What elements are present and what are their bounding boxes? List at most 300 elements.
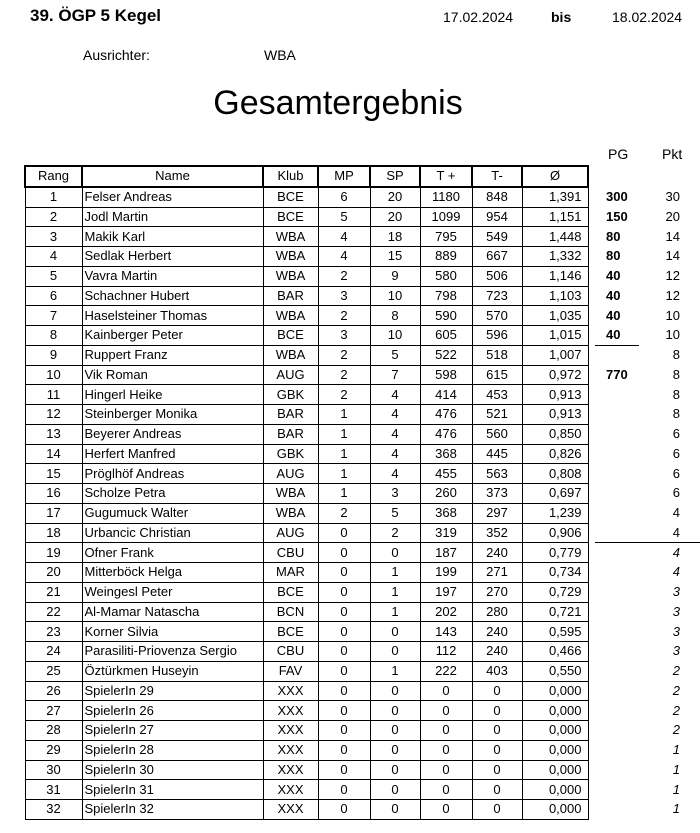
cell-rang: 32	[25, 800, 82, 820]
cell-klub: BCE	[263, 207, 318, 227]
cell-mp: 0	[318, 523, 370, 543]
cell-mp: 5	[318, 207, 370, 227]
cell-rang: 22	[25, 602, 82, 622]
cell-tplus: 1180	[420, 187, 472, 207]
separator-line-top8	[595, 345, 639, 346]
cell-avg: 0,697	[522, 484, 588, 504]
cell-rang: 10	[25, 365, 82, 385]
table-row	[25, 563, 588, 583]
pkt-value: 6	[672, 426, 680, 441]
cell-sp: 9	[370, 266, 420, 286]
pkt-value: 6	[672, 485, 680, 501]
cell-avg: 1,015	[522, 326, 588, 346]
cell-tplus: 199	[420, 563, 472, 583]
cell-name: Parasiliti-Priovenza Sergio	[82, 642, 263, 662]
cell-tplus: 187	[420, 543, 472, 563]
cell-klub: FAV	[263, 661, 318, 681]
cell-sp: 1	[370, 582, 420, 602]
cell-sp: 0	[370, 800, 420, 820]
pg-value: 150	[606, 208, 628, 224]
pkt-value: 10	[665, 327, 680, 343]
pg-value	[606, 345, 628, 365]
cell-name: Hingerl Heike	[82, 385, 263, 405]
cell-sp: 4	[370, 424, 420, 444]
cell-name: Herfert Manfred	[82, 444, 263, 464]
pkt-value: 3	[672, 584, 680, 599]
pkt-column-header: Pkt	[662, 146, 683, 162]
cell-klub: BAR	[263, 405, 318, 425]
cell-klub: BCE	[263, 187, 318, 207]
cell-mp: 1	[318, 464, 370, 484]
cell-tminus: 453	[472, 385, 522, 405]
cell-avg: 0,913	[522, 405, 588, 425]
cell-mp: 0	[318, 661, 370, 681]
cell-tplus: 0	[420, 780, 472, 800]
cell-tminus: 560	[472, 424, 522, 444]
table-row	[25, 543, 588, 563]
cell-avg: 0,595	[522, 622, 588, 642]
cell-rang: 18	[25, 523, 82, 543]
cell-name: SpielerIn 29	[82, 681, 263, 701]
pkt-value: 8	[672, 406, 680, 422]
cell-tminus: 0	[472, 760, 522, 780]
cell-sp: 0	[370, 740, 420, 760]
cell-tplus: 598	[420, 365, 472, 385]
pkt-value: 10	[665, 307, 680, 323]
cell-name: Steinberger Monika	[82, 405, 263, 425]
cell-tplus: 202	[420, 602, 472, 622]
cell-name: Kainberger Peter	[82, 326, 263, 346]
cell-rang: 14	[25, 444, 82, 464]
cell-tplus: 368	[420, 503, 472, 523]
cell-mp: 4	[318, 227, 370, 247]
cell-tplus: 455	[420, 464, 472, 484]
cell-sp: 18	[370, 227, 420, 247]
cell-mp: 2	[318, 306, 370, 326]
cell-klub: CBU	[263, 543, 318, 563]
cell-tminus: 280	[472, 602, 522, 622]
cell-avg: 0,913	[522, 385, 588, 405]
pkt-value: 1	[672, 742, 680, 757]
cell-mp: 0	[318, 681, 370, 701]
cell-tminus: 373	[472, 484, 522, 504]
cell-sp: 5	[370, 503, 420, 523]
cell-name: Ofner Frank	[82, 543, 263, 563]
cell-tminus: 563	[472, 464, 522, 484]
cell-sp: 2	[370, 523, 420, 543]
pg-value: 40	[606, 307, 621, 323]
table-row	[25, 681, 588, 701]
cell-tplus: 414	[420, 385, 472, 405]
cell-klub: WBA	[263, 247, 318, 267]
cell-klub: WBA	[263, 306, 318, 326]
table-row	[25, 602, 588, 622]
cell-tminus: 615	[472, 365, 522, 385]
cell-tminus: 403	[472, 661, 522, 681]
event-title: 39. ÖGP 5 Kegel	[30, 6, 162, 25]
table-row	[25, 247, 588, 267]
results-table	[24, 165, 589, 820]
cell-sp: 0	[370, 780, 420, 800]
cell-tplus: 222	[420, 661, 472, 681]
cell-avg: 0,000	[522, 721, 588, 741]
cell-avg: 0,779	[522, 543, 588, 563]
cell-avg: 1,035	[522, 306, 588, 326]
cell-rang: 21	[25, 582, 82, 602]
cell-avg: 0,850	[522, 424, 588, 444]
cell-avg: 1,448	[522, 227, 588, 247]
cell-name: Korner Silvia	[82, 622, 263, 642]
cell-rang: 7	[25, 306, 82, 326]
table-row	[25, 622, 588, 642]
cell-tplus: 112	[420, 642, 472, 662]
cell-klub: AUG	[263, 523, 318, 543]
table-header-row	[25, 166, 588, 187]
pkt-value: 4	[672, 564, 680, 580]
cell-rang: 12	[25, 405, 82, 425]
cell-rang: 2	[25, 207, 82, 227]
cell-avg: 1,146	[522, 266, 588, 286]
cell-mp: 1	[318, 424, 370, 444]
table-row	[25, 642, 588, 662]
table-row	[25, 582, 588, 602]
cell-tplus: 197	[420, 582, 472, 602]
pkt-value: 1	[672, 761, 680, 777]
cell-name: Al-Mamar Natascha	[82, 602, 263, 622]
cell-sp: 1	[370, 661, 420, 681]
table-row	[25, 721, 588, 741]
pkt-value: 2	[672, 663, 680, 678]
cell-klub: XXX	[263, 780, 318, 800]
cell-sp: 20	[370, 207, 420, 227]
cell-tplus: 0	[420, 760, 472, 780]
col-header-mp: MP	[318, 166, 370, 187]
cell-rang: 24	[25, 642, 82, 662]
table-row	[25, 266, 588, 286]
pkt-value: 2	[672, 722, 680, 738]
cell-mp: 0	[318, 701, 370, 721]
cell-mp: 0	[318, 582, 370, 602]
table-row	[25, 227, 588, 247]
cell-name: Urbancic Christian	[82, 523, 263, 543]
table-row	[25, 661, 588, 681]
table-row	[25, 207, 588, 227]
cell-rang: 6	[25, 286, 82, 306]
cell-mp: 0	[318, 760, 370, 780]
col-header-klub: Klub	[263, 166, 318, 187]
cell-rang: 29	[25, 740, 82, 760]
cell-mp: 3	[318, 326, 370, 346]
cell-klub: GBK	[263, 444, 318, 464]
cell-mp: 1	[318, 405, 370, 425]
cell-tplus: 0	[420, 701, 472, 721]
organizer-label: Ausrichter:	[83, 47, 150, 63]
cell-tplus: 580	[420, 266, 472, 286]
pkt-value: 6	[672, 445, 680, 461]
table-row	[25, 424, 588, 444]
cell-rang: 26	[25, 681, 82, 701]
cell-mp: 4	[318, 247, 370, 267]
cell-tminus: 271	[472, 563, 522, 583]
results-body	[25, 187, 588, 820]
pkt-value: 3	[672, 643, 680, 659]
cell-klub: XXX	[263, 740, 318, 760]
pkt-value: 8	[672, 347, 680, 362]
pkt-value: 8	[672, 386, 680, 402]
page-title: Gesamtergebnis	[213, 84, 463, 122]
pg-value: 40	[606, 287, 621, 303]
cell-name: Felser Andreas	[82, 187, 263, 207]
cell-name: Scholze Petra	[82, 484, 263, 504]
cell-klub: BCE	[263, 622, 318, 642]
cell-mp: 2	[318, 266, 370, 286]
col-header-name: Name	[82, 166, 263, 187]
cell-tminus: 0	[472, 780, 522, 800]
cell-rang: 11	[25, 385, 82, 405]
cell-sp: 0	[370, 681, 420, 701]
cell-rang: 27	[25, 701, 82, 721]
cell-tminus: 240	[472, 642, 522, 662]
pg-value: 40	[606, 268, 621, 283]
cell-mp: 0	[318, 721, 370, 741]
pkt-value: 1	[672, 781, 680, 797]
cell-tplus: 476	[420, 405, 472, 425]
cell-rang: 5	[25, 266, 82, 286]
cell-tplus: 590	[420, 306, 472, 326]
cell-name: SpielerIn 31	[82, 780, 263, 800]
cell-avg: 0,000	[522, 780, 588, 800]
cell-sp: 0	[370, 543, 420, 563]
cell-rang: 13	[25, 424, 82, 444]
cell-sp: 4	[370, 405, 420, 425]
cell-rang: 16	[25, 484, 82, 504]
cell-tminus: 596	[472, 326, 522, 346]
pkt-value: 12	[665, 287, 680, 303]
cell-name: Weingesl Peter	[82, 582, 263, 602]
cell-tplus: 0	[420, 721, 472, 741]
cell-sp: 7	[370, 365, 420, 385]
cell-name: SpielerIn 28	[82, 740, 263, 760]
cell-klub: CBU	[263, 642, 318, 662]
cell-tminus: 667	[472, 247, 522, 267]
cell-avg: 0,000	[522, 760, 588, 780]
cell-klub: MAR	[263, 563, 318, 583]
cell-tminus: 0	[472, 721, 522, 741]
cell-rang: 25	[25, 661, 82, 681]
col-header-tplus: T +	[420, 166, 472, 187]
cell-rang: 15	[25, 464, 82, 484]
table-row	[25, 187, 588, 207]
cell-tplus: 889	[420, 247, 472, 267]
cell-name: Makik Karl	[82, 227, 263, 247]
cell-klub: XXX	[263, 800, 318, 820]
cell-sp: 0	[370, 701, 420, 721]
pg-value: 770	[606, 366, 628, 382]
pkt-value: 30	[665, 189, 680, 204]
table-row	[25, 760, 588, 780]
pkt-value: 12	[665, 268, 680, 283]
cell-name: Jodl Martin	[82, 207, 263, 227]
cell-klub: BCE	[263, 582, 318, 602]
cell-klub: BAR	[263, 424, 318, 444]
pkt-value: 6	[672, 465, 680, 481]
cell-tplus: 143	[420, 622, 472, 642]
table-row	[25, 800, 588, 820]
cell-rang: 20	[25, 563, 82, 583]
cell-sp: 15	[370, 247, 420, 267]
cell-avg: 1,103	[522, 286, 588, 306]
cell-tminus: 352	[472, 523, 522, 543]
pkt-value: 2	[672, 682, 680, 698]
cell-klub: XXX	[263, 721, 318, 741]
cell-mp: 2	[318, 503, 370, 523]
cell-avg: 0,972	[522, 365, 588, 385]
cell-sp: 10	[370, 286, 420, 306]
cell-name: SpielerIn 32	[82, 800, 263, 820]
pkt-value: 20	[665, 208, 680, 224]
cell-tplus: 476	[420, 424, 472, 444]
cell-avg: 0,466	[522, 642, 588, 662]
cell-avg: 0,000	[522, 740, 588, 760]
table-row	[25, 306, 588, 326]
cell-klub: BCE	[263, 326, 318, 346]
pkt-value: 4	[672, 524, 680, 540]
cell-mp: 2	[318, 345, 370, 365]
cell-mp: 0	[318, 602, 370, 622]
cell-mp: 2	[318, 365, 370, 385]
cell-klub: WBA	[263, 345, 318, 365]
cell-avg: 1,391	[522, 187, 588, 207]
cell-klub: WBA	[263, 266, 318, 286]
col-header-sp: SP	[370, 166, 420, 187]
cell-rang: 8	[25, 326, 82, 346]
cell-klub: GBK	[263, 385, 318, 405]
cell-mp: 2	[318, 385, 370, 405]
cell-name: SpielerIn 27	[82, 721, 263, 741]
cell-sp: 3	[370, 484, 420, 504]
cell-name: SpielerIn 26	[82, 701, 263, 721]
cell-klub: WBA	[263, 503, 318, 523]
cell-mp: 3	[318, 286, 370, 306]
table-row	[25, 286, 588, 306]
col-header-average: Ø	[522, 166, 588, 187]
cell-name: Mitterböck Helga	[82, 563, 263, 583]
table-row	[25, 780, 588, 800]
cell-rang: 30	[25, 760, 82, 780]
cell-tplus: 368	[420, 444, 472, 464]
cell-klub: XXX	[263, 760, 318, 780]
cell-avg: 0,734	[522, 563, 588, 583]
cell-avg: 1,007	[522, 345, 588, 365]
cell-tminus: 270	[472, 582, 522, 602]
cell-rang: 28	[25, 721, 82, 741]
cell-tplus: 798	[420, 286, 472, 306]
cell-tplus: 0	[420, 681, 472, 701]
cell-mp: 1	[318, 484, 370, 504]
cell-sp: 10	[370, 326, 420, 346]
cell-tminus: 0	[472, 800, 522, 820]
pkt-value: 14	[665, 228, 680, 244]
cell-name: Schachner Hubert	[82, 286, 263, 306]
cell-sp: 0	[370, 760, 420, 780]
cell-sp: 1	[370, 602, 420, 622]
cell-tplus: 795	[420, 227, 472, 247]
cell-name: Ruppert Franz	[82, 345, 263, 365]
cell-avg: 0,826	[522, 444, 588, 464]
table-row	[25, 464, 588, 484]
cell-sp: 4	[370, 444, 420, 464]
table-row	[25, 503, 588, 523]
pkt-value: 1	[672, 801, 680, 817]
cell-avg: 1,151	[522, 207, 588, 227]
table-row	[25, 345, 588, 365]
pkt-column	[655, 187, 680, 819]
cell-mp: 0	[318, 563, 370, 583]
cell-avg: 0,000	[522, 681, 588, 701]
cell-mp: 0	[318, 622, 370, 642]
cell-tminus: 0	[472, 681, 522, 701]
cell-mp: 0	[318, 543, 370, 563]
cell-tplus: 0	[420, 800, 472, 820]
table-row	[25, 444, 588, 464]
cell-tminus: 518	[472, 345, 522, 365]
cell-mp: 0	[318, 780, 370, 800]
cell-tminus: 0	[472, 701, 522, 721]
cell-tminus: 549	[472, 227, 522, 247]
cell-tplus: 522	[420, 345, 472, 365]
pg-value: 300	[606, 189, 628, 204]
table-row	[25, 740, 588, 760]
cell-sp: 8	[370, 306, 420, 326]
date-from: 17.02.2024	[443, 9, 514, 25]
cell-tminus: 521	[472, 405, 522, 425]
cell-klub: AUG	[263, 464, 318, 484]
pkt-value: 3	[672, 623, 680, 639]
cell-mp: 0	[318, 800, 370, 820]
cell-name: Beyerer Andreas	[82, 424, 263, 444]
separator-line-top18	[595, 542, 700, 543]
cell-name: Haselsteiner Thomas	[82, 306, 263, 326]
table-row	[25, 405, 588, 425]
cell-sp: 4	[370, 385, 420, 405]
pg-value: 80	[606, 248, 621, 264]
cell-tplus: 260	[420, 484, 472, 504]
cell-name: Öztürkmen Huseyin	[82, 661, 263, 681]
cell-avg: 0,729	[522, 582, 588, 602]
cell-tminus: 570	[472, 306, 522, 326]
cell-avg: 0,808	[522, 464, 588, 484]
cell-klub: XXX	[263, 701, 318, 721]
cell-sp: 4	[370, 464, 420, 484]
table-row	[25, 484, 588, 504]
cell-name: Gugumuck Walter	[82, 503, 263, 523]
cell-rang: 23	[25, 622, 82, 642]
cell-mp: 0	[318, 740, 370, 760]
table-row	[25, 701, 588, 721]
pkt-value: 4	[672, 544, 680, 560]
cell-klub: WBA	[263, 484, 318, 504]
cell-tminus: 240	[472, 543, 522, 563]
table-row	[25, 365, 588, 385]
pkt-value: 8	[672, 366, 680, 382]
col-header-rang: Rang	[25, 166, 82, 187]
cell-tminus: 954	[472, 207, 522, 227]
cell-avg: 1,239	[522, 503, 588, 523]
pg-value: 80	[606, 228, 621, 244]
cell-klub: BAR	[263, 286, 318, 306]
table-row	[25, 385, 588, 405]
cell-avg: 0,000	[522, 701, 588, 721]
